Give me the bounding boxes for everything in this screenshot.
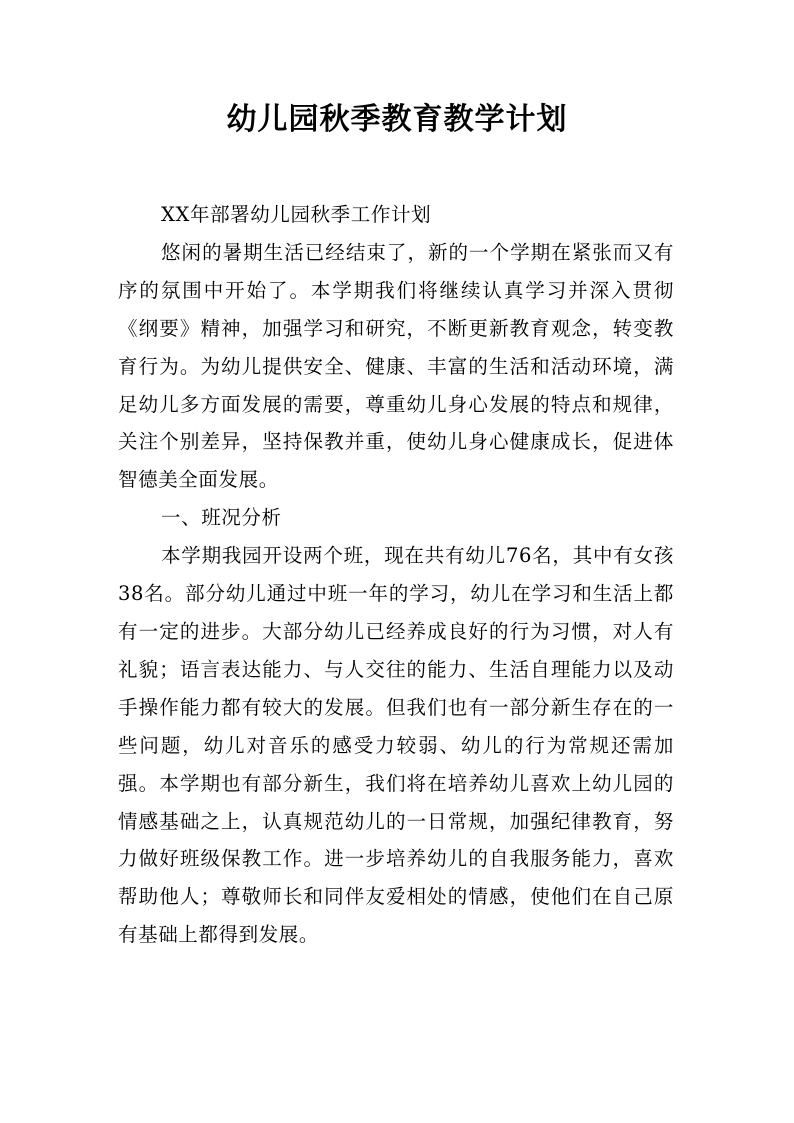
document-title: 幼儿园秋季教育教学计划	[226, 102, 568, 137]
document-body	[118, 196, 674, 954]
section-heading-class-analysis: 一、班况分析	[161, 506, 282, 530]
class-analysis-paragraph: 本学期我园开设两个班，现在共有幼儿76名，其中有女孩38名。部分幼儿通过中班一年的学习，幼儿在学习和生活上都有一定的进步。大部分幼儿已经养成良好的行为习惯，对人有礼貌；语言表达能力、与人交往的能力、生活自理能力以及动手操作能力都有较大的发展。但我们也有一部分新生存在的一些问题，幼儿对音乐的感受力较弱、幼儿的行为常规还需加强。本学期也有部分新生，我们将在培养幼儿喜欢上幼儿园的情感基础之上，认真规范幼儿的一日常规，加强纪律教育，努力做好班级保教工作。进一步培养幼儿的自我服务能力，喜欢帮助他人；尊敬师长和同伴友爱相处的情感，使他们在自己原有基础上都得到发展。	[118, 544, 674, 947]
subtitle-paragraph: XX年部署幼儿园秋季工作计划	[161, 203, 432, 226]
intro-paragraph: 悠闲的暑期生活已经结束了，新的一个学期在紧张而又有序的氛围中开始了。本学期我们将继续认真学习并深入贯彻《纲要》精神，加强学习和研究，不断更新教育观念，转变教育行为。为幼儿提供安全、健康、丰富的生活和活动环境，满足幼儿多方面发展的需要，尊重幼儿身心发展的特点和规律，关注个别差异，坚持保教并重，使幼儿身心健康成长，促进体智德美全面发展。	[118, 240, 674, 492]
